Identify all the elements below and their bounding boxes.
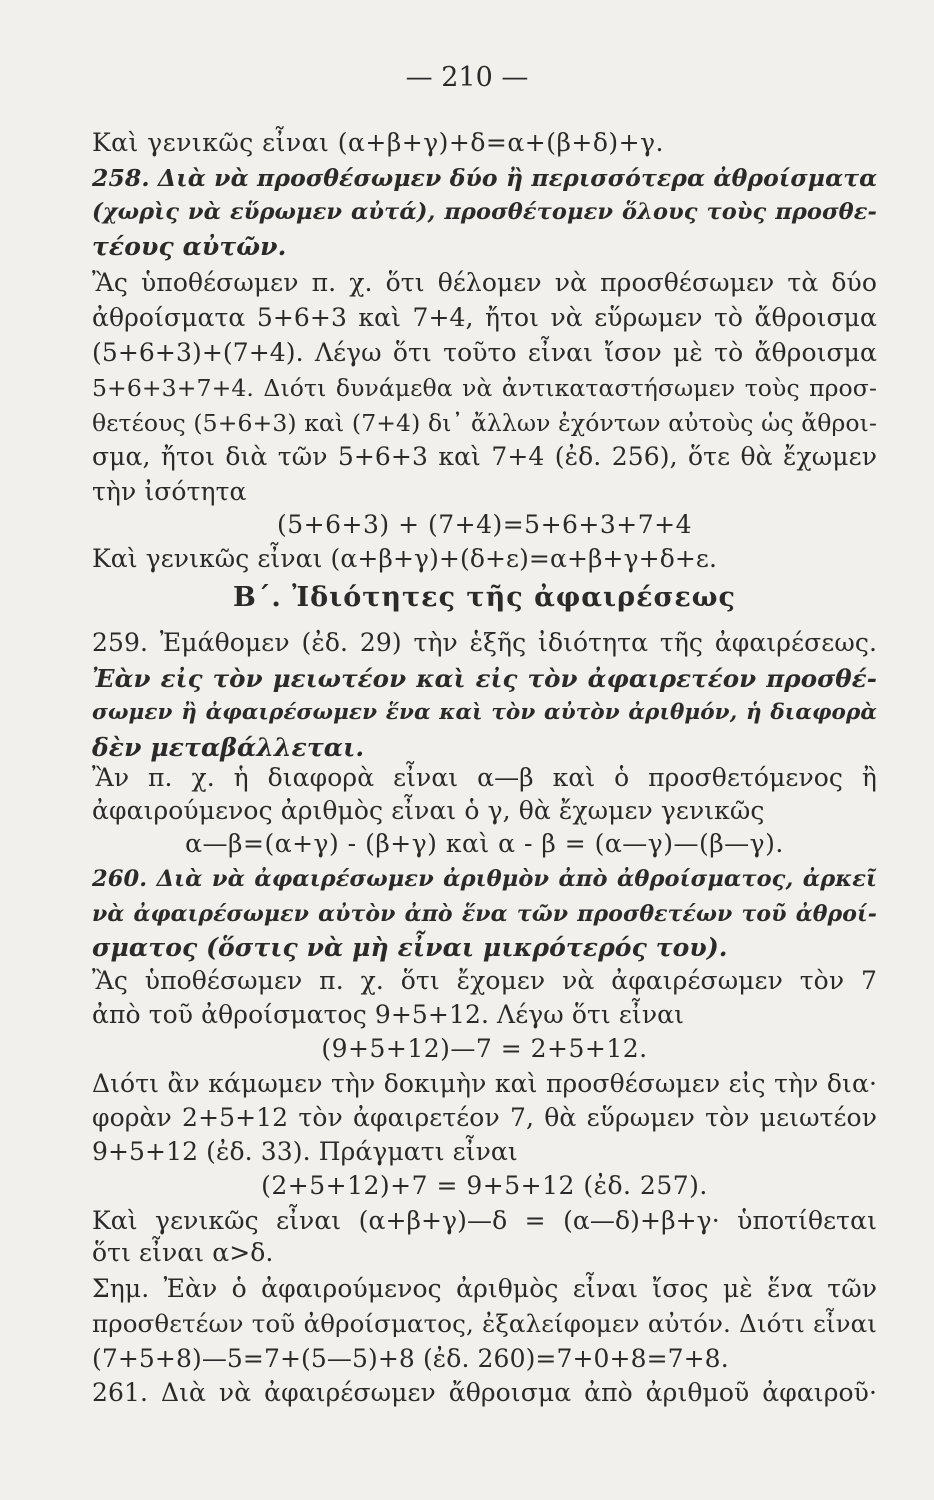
text-line: Καὶ γενικῶς εἶναι (α+β+γ)—δ = (α—δ)+β+γ· ὑποτίθεται	[92, 1206, 877, 1235]
text-line: 9+5+12 (ἐδ. 33). Πράγματι εἶναι	[92, 1137, 518, 1166]
text-line: Καὶ γενικῶς εἶναι (α+β+γ)+(δ+ε)=α+β+γ+δ+ε.	[92, 544, 717, 573]
text-line: ὅτι εἶναι α>δ.	[92, 1238, 274, 1267]
text-line: Σημ. Ἐὰν ὁ ἀφαιρούμενος ἀριθμὸς εἶναι ἴσος μὲ ἕνα τῶν	[92, 1274, 877, 1303]
text-line: τὴν ἰσότητα	[92, 477, 247, 506]
text-line: Ἂν π. χ. ἡ διαφορὰ εἶναι α—β καὶ ὁ προσθετόμενος ἢ	[92, 763, 877, 792]
text-line: 258. Διὰ νὰ προσθέσωμεν δύο ἢ περισσότερα ἀθροίσματα	[92, 164, 878, 192]
formula-line: (9+5+12)—7 = 2+5+12.	[321, 1034, 648, 1063]
text-line: 259. Ἐμάθομεν (ἐδ. 29) τὴν ἑξῆς ἰδιότητα τῆς ἀφαιρέσεως.	[92, 628, 877, 657]
text-line: Ἂς ὑποθέσωμεν π. χ. ὅτι ἔχομεν νὰ ἀφαιρέσωμεν τὸν 7	[92, 966, 877, 995]
text-line: Καὶ γενικῶς εἶναι (α+β+γ)+δ=α+(β+δ)+γ.	[92, 128, 664, 157]
text-line: Διότι ἂν κάμωμεν τὴν δοκιμὴν καὶ προσθέσωμεν εἰς τὴν δια·	[92, 1069, 877, 1098]
text-line: ἀθροίσματα 5+6+3 καὶ 7+4, ἤτοι νὰ εὕρωμεν τὸ ἄθροισμα	[92, 303, 877, 332]
text-line: (χωρὶς νὰ εὕρωμεν αὐτά), προσθέτομεν ὅλους τοὺς προσθε-	[92, 199, 877, 225]
text-line: Ἐὰν εἰς τὸν μειωτέον καὶ εἰς τὸν ἀφαιρετέον προσθέ-	[92, 664, 877, 693]
text-line: θετέους (5+6+3) καὶ (7+4) δι᾽ ἄλλων ἐχόντων αὐτοὺς ὡς ἄθροι-	[92, 409, 877, 437]
text-line: νὰ ἀφαιρέσωμεν αὐτὸν ἀπὸ ἕνα τῶν προσθετέων τοῦ ἀθροί-	[92, 901, 877, 927]
page-number: — 210 —	[405, 62, 529, 93]
text-line: σματος (ὅστις νὰ μὴ εἶναι μικρότερός του).	[92, 933, 728, 962]
text-line: προσθετέων τοῦ ἀθροίσματος, ἐξαλείφομεν αὐτόν. Διότι εἶναι	[92, 1309, 877, 1338]
text-line: 261. Διὰ νὰ ἀφαιρέσωμεν ἄθροισμα ἀπὸ ἀριθμοῦ ἀφαιροῦ·	[92, 1378, 877, 1407]
text-line: δὲν μεταβάλλεται.	[92, 733, 365, 762]
text-line: (5+6+3)+(7+4). Λέγω ὅτι τοῦτο εἶναι ἴσον μὲ τὸ ἄθροισμα	[92, 338, 877, 367]
text-line: ἀπὸ τοῦ ἀθροίσματος 9+5+12. Λέγω ὅτι εἶναι	[92, 1000, 685, 1029]
text-line: σμα, ἤτοι διὰ τῶν 5+6+3 καὶ 7+4 (ἐδ. 256), ὅτε θὰ ἔχωμεν	[92, 442, 877, 471]
section-heading: Β΄. Ἰδιότητες τῆς ἀφαιρέσεως	[233, 582, 736, 613]
text-line: (7+5+8)—5=7+(5—5)+8 (ἐδ. 260)=7+0+8=7+8.	[92, 1344, 729, 1373]
text-line: φορὰν 2+5+12 τὸν ἀφαιρετέον 7, θὰ εὕρωμεν τὸν μειωτέον	[92, 1103, 877, 1132]
formula-line: (2+5+12)+7 = 9+5+12 (ἐδ. 257).	[261, 1171, 708, 1200]
text-line: τέους αὐτῶν.	[92, 232, 287, 261]
text-line: σωμεν ἢ ἀφαιρέσωμεν ἕνα καὶ τὸν αὐτὸν ἀριθμόν, ἡ διαφορὰ	[92, 700, 877, 725]
text-line: Ἂς ὑποθέσωμεν π. χ. ὅτι θέλομεν νὰ προσθέσωμεν τὰ δύο	[92, 268, 877, 297]
text-line: 5+6+3+7+4. Διότι δυνάμεθα νὰ ἀντικαταστήσωμεν τοὺς προσ-	[92, 374, 877, 402]
text-line: 260. Διὰ νὰ ἀφαιρέσωμεν ἀριθμὸν ἀπὸ ἀθροίσματος, ἀρκεῖ	[92, 866, 877, 892]
formula-line: (5+6+3) + (7+4)=5+6+3+7+4	[277, 510, 692, 539]
formula-line: α—β=(α+γ) - (β+γ) καὶ α - β = (α—γ)—(β—γ).	[185, 829, 784, 858]
text-line: ἀφαιρούμενος ἀριθμὸς εἶναι ὁ γ, θὰ ἔχωμεν γενικῶς	[92, 796, 765, 825]
